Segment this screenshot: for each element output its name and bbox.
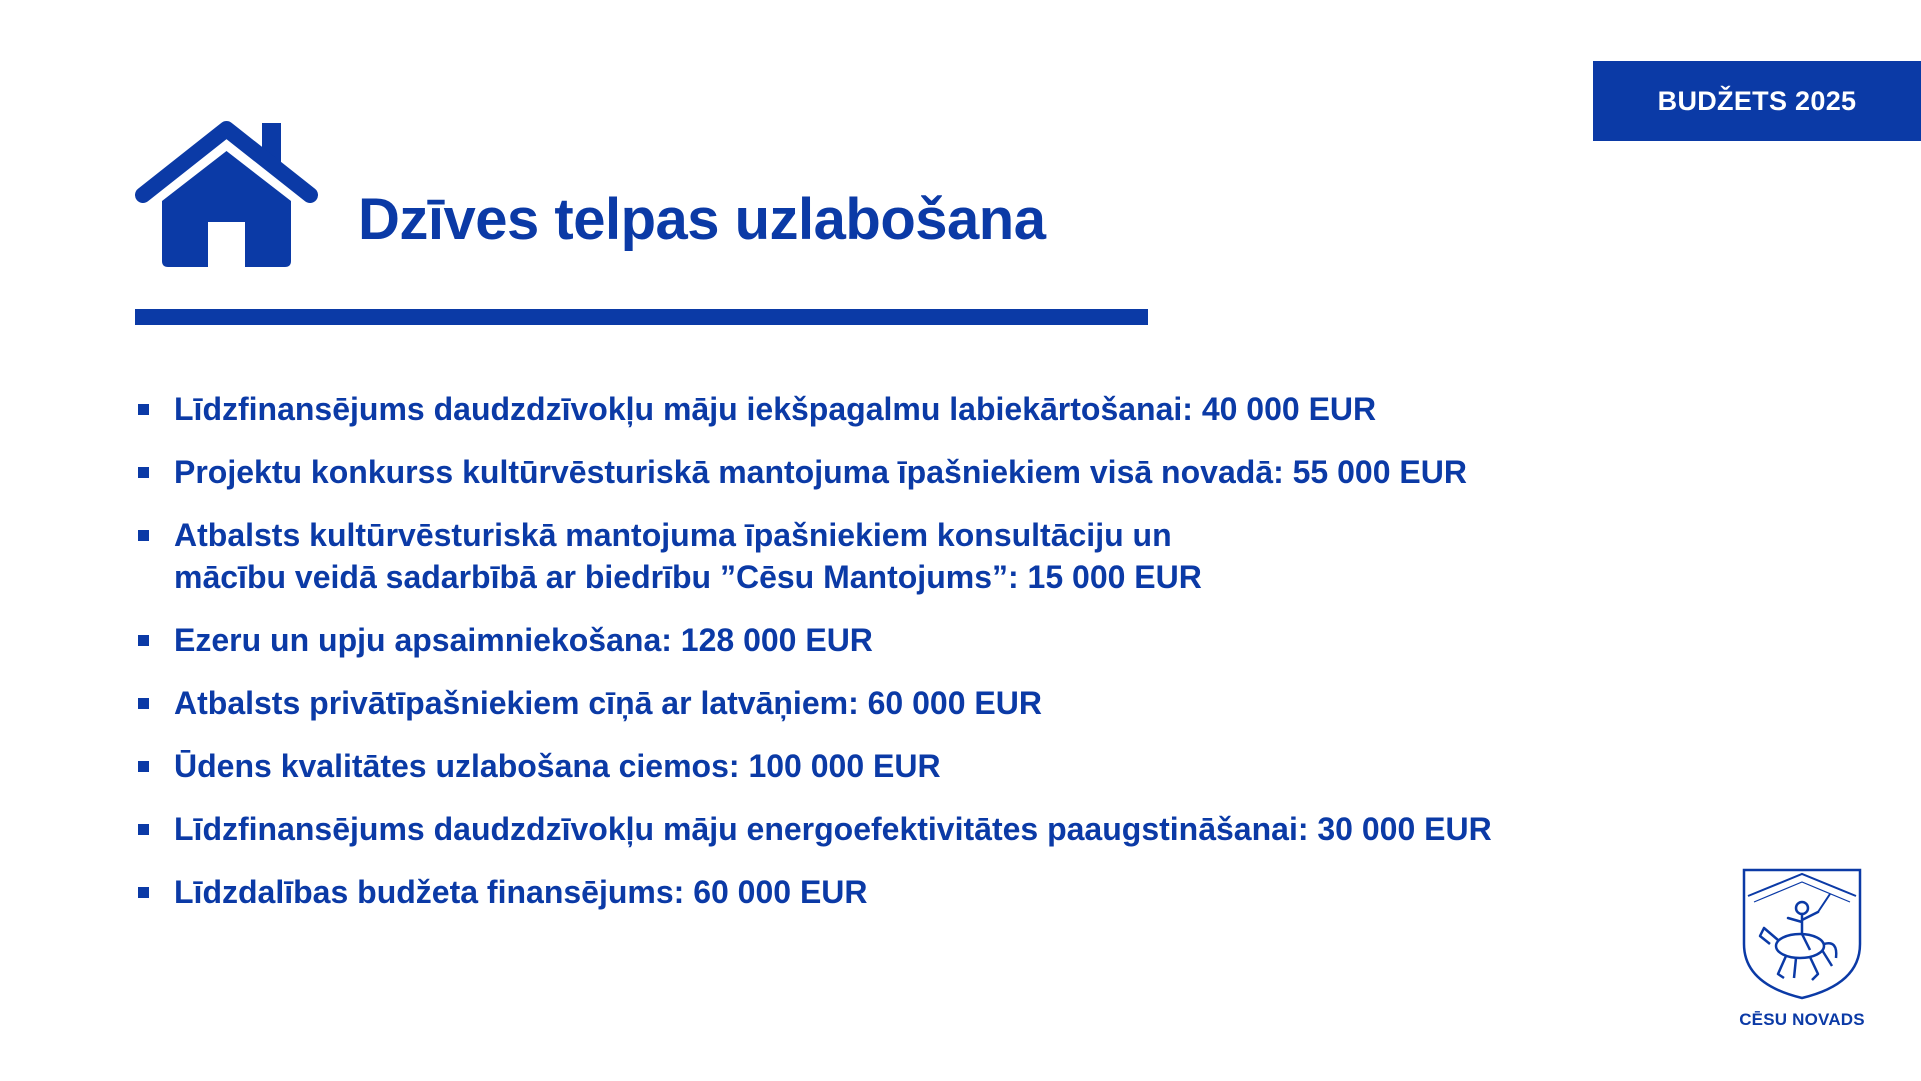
list-item-text: Ezeru un upju apsaimniekošana: 128 000 EUR bbox=[174, 622, 873, 658]
list-item-text: Atbalsts kultūrvēsturiskā mantojuma īpašniekiem konsultāciju un bbox=[174, 517, 1172, 553]
bullet-icon bbox=[138, 404, 149, 415]
list-item bbox=[135, 808, 1492, 850]
budget-items-list bbox=[135, 388, 1492, 934]
bullet-icon bbox=[138, 467, 149, 478]
list-item bbox=[135, 619, 1492, 661]
list-item-text: Ūdens kvalitātes uzlabošana ciemos: 100 000 EUR bbox=[174, 748, 941, 784]
bullet-icon bbox=[138, 887, 149, 898]
list-item-text: Projektu konkurss kultūrvēsturiskā mantojuma īpašniekiem visā novadā: 55 000 EUR bbox=[174, 454, 1467, 490]
bullet-icon bbox=[138, 761, 149, 772]
logo-label: CĒSU NOVADS bbox=[1739, 1010, 1865, 1029]
title-underline bbox=[135, 309, 1148, 325]
bullet-icon bbox=[138, 635, 149, 646]
list-item bbox=[135, 871, 1492, 913]
list-item-text: Līdzdalības budžeta finansējums: 60 000 EUR bbox=[174, 874, 868, 910]
list-item bbox=[135, 388, 1492, 430]
list-item-text: Līdzfinansējums daudzdzīvokļu māju energoefektivitātes paaugstināšanai: 30 000 EUR bbox=[174, 811, 1492, 847]
list-item-text: Līdzfinansējums daudzdzīvokļu māju iekšpagalmu labiekārtošanai: 40 000 EUR bbox=[174, 391, 1377, 427]
list-item-text: mācību veidā sadarbībā ar biedrību ”Cēsu Mantojums”: 15 000 EUR bbox=[174, 559, 1202, 595]
list-item-text: Atbalsts privātīpašniekiem cīņā ar latvāņiem: 60 000 EUR bbox=[174, 685, 1042, 721]
budget-badge bbox=[1593, 61, 1921, 141]
bullet-icon bbox=[138, 530, 149, 541]
list-item bbox=[135, 745, 1492, 787]
list-item bbox=[135, 451, 1492, 493]
list-item bbox=[135, 514, 1492, 598]
list-item bbox=[135, 682, 1492, 724]
coat-of-arms-icon bbox=[1740, 866, 1864, 1002]
house-icon bbox=[135, 121, 318, 267]
bullet-icon bbox=[138, 824, 149, 835]
page-title: Dzīves telpas uzlabošana bbox=[358, 187, 1046, 252]
budget-badge-label: BUDŽETS 2025 bbox=[1657, 85, 1857, 116]
bullet-icon bbox=[138, 698, 149, 709]
